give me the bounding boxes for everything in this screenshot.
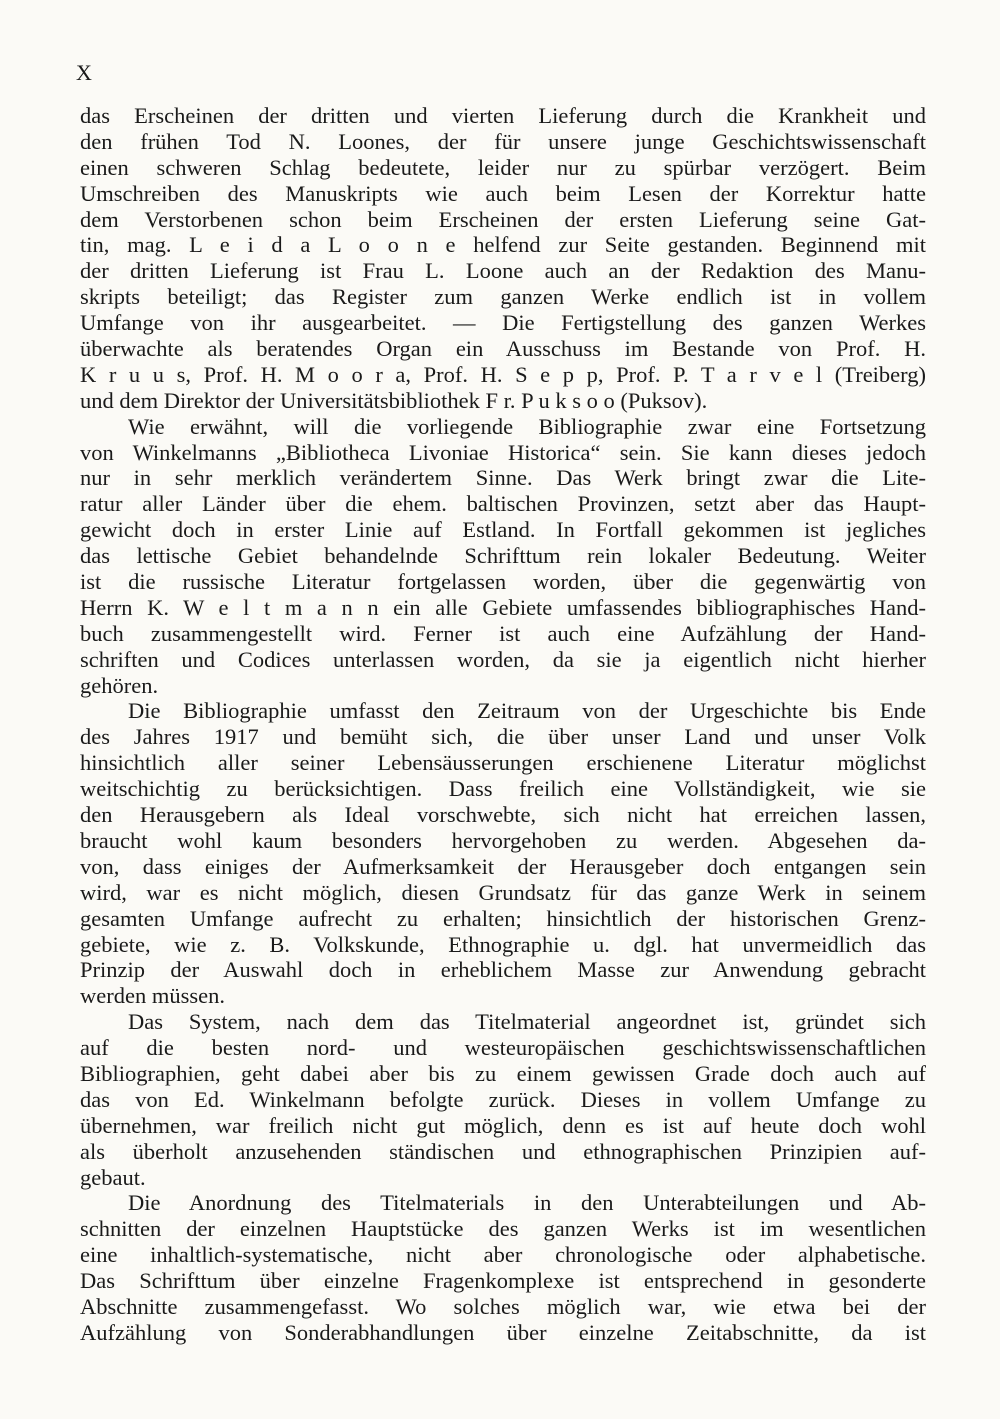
text-line: wird, war es nicht möglich, diesen Grundsatz für das ganze Werk in seinem bbox=[80, 879, 926, 905]
text-line: Umschreiben des Manuskripts wie auch beim Lesen der Korrektur hatte bbox=[80, 180, 926, 206]
text-line: übernehmen, war freilich nicht gut möglich, denn es ist auf heute doch wohl bbox=[80, 1112, 926, 1138]
text-line: hinsichtlich aller seiner Lebensäusserungen erschienene Literatur möglichst bbox=[80, 750, 926, 776]
text-line: werden müssen. bbox=[80, 983, 225, 1009]
text-line: nur in sehr merklich verändertem Sinne. Das Werk bringt zwar die Lite- bbox=[80, 465, 926, 491]
text-line: das lettische Gebiet behandelnde Schrifttum rein lokaler Bedeutung. Weiter bbox=[80, 543, 926, 569]
text-line: von, dass einiges der Aufmerksamkeit der Herausgeber doch entgangen sein bbox=[80, 853, 926, 879]
text-line: gehören. bbox=[80, 672, 159, 698]
text-line: Herrn K. W e l t m a n n ein alle Gebiete umfassendes bibliographisches Hand- bbox=[80, 594, 926, 620]
text-line: Bibliographien, geht dabei aber bis zu einem gewissen Grade doch auch auf bbox=[80, 1060, 926, 1086]
text-line: von Winkelmanns „Bibliotheca Livoniae Historica“ sein. Sie kann dieses jedoch bbox=[80, 439, 926, 465]
text-line: Das System, nach dem das Titelmaterial angeordnet ist, gründet sich bbox=[128, 1009, 926, 1035]
text-line: schriften und Codices unterlassen worden, da sie ja eigentlich nicht hierher bbox=[80, 646, 926, 672]
text-line: ist die russische Literatur fortgelassen worden, über die gegenwärtig von bbox=[80, 569, 926, 595]
text-line: weitschichtig zu berücksichtigen. Dass freilich eine Vollständigkeit, wie sie bbox=[80, 776, 926, 802]
text-line: den frühen Tod N. Loones, der für unsere junge Geschichtswissenschaft bbox=[80, 128, 926, 154]
text-line: Aufzählung von Sonderabhandlungen über einzelne Zeitabschnitte, da ist bbox=[80, 1319, 926, 1345]
text-line: Wie erwähnt, will die vorliegende Bibliographie zwar eine Fortsetzung bbox=[128, 413, 926, 439]
text-line: Das Schrifttum über einzelne Fragenkomplexe ist entsprechend in gesonderte bbox=[80, 1268, 926, 1294]
text-line: und dem Direktor der Universitätsbibliothek F r. P u k s o o (Puksov). bbox=[80, 387, 708, 413]
text-line: das Erscheinen der dritten und vierten Lieferung durch die Krankheit und bbox=[80, 103, 926, 128]
page-number: X bbox=[76, 60, 93, 85]
text-line: auf die besten nord- und westeuropäischen geschichtswissenschaftlichen bbox=[80, 1035, 926, 1061]
text-line: als überholt anzusehenden ständischen und ethnographischen Prinzipien auf- bbox=[80, 1138, 926, 1164]
text-line: braucht wohl kaum besonders hervorgehoben zu werden. Abgesehen da- bbox=[80, 827, 926, 853]
text-line: das von Ed. Winkelmann befolgte zurück. Dieses in vollem Umfange zu bbox=[80, 1086, 926, 1112]
text-line: Die Bibliographie umfasst den Zeitraum von der Urgeschichte bis Ende bbox=[128, 698, 926, 724]
text-line: tin, mag. L e i d a L o o n e helfend zur Seite gestanden. Beginnend mit bbox=[80, 232, 926, 258]
text-line: dem Verstorbenen schon beim Erscheinen der ersten Lieferung seine Gat- bbox=[80, 206, 926, 232]
text-line: gewicht doch in erster Linie auf Estland. In Fortfall gekommen ist jegliches bbox=[80, 517, 926, 543]
text-line: skripts beteiligt; das Register zum ganzen Werke endlich ist in vollem bbox=[80, 284, 926, 310]
text-line: einen schweren Schlag bedeutete, leider nur zu spürbar verzögert. Beim bbox=[80, 154, 926, 180]
text-line: ratur aller Länder über die ehem. baltischen Provinzen, setzt aber das Haupt- bbox=[80, 491, 926, 517]
text-line: gebaut. bbox=[80, 1164, 146, 1190]
text-line: den Herausgebern als Ideal vorschwebte, sich nicht hat erreichen lassen, bbox=[80, 802, 926, 828]
text-line: gebiete, wie z. B. Volkskunde, Ethnographie u. dgl. hat unvermeidlich das bbox=[80, 931, 926, 957]
text-line: der dritten Lieferung ist Frau L. Loone auch an der Redaktion des Manu- bbox=[80, 258, 926, 284]
text-line: Abschnitte zusammengefasst. Wo solches möglich war, wie etwa bei der bbox=[80, 1293, 926, 1319]
text-line: Die Anordnung des Titelmaterials in den Unterabteilungen und Ab- bbox=[128, 1190, 926, 1216]
text-line: buch zusammengestellt wird. Ferner ist auch eine Aufzählung der Hand- bbox=[80, 620, 926, 646]
text-line: Umfange von ihr ausgearbeitet. — Die Fertigstellung des ganzen Werkes bbox=[80, 310, 926, 336]
text-line: gesamten Umfange aufrecht zu erhalten; hinsichtlich der historischen Grenz- bbox=[80, 905, 926, 931]
text-line: überwachte als beratendes Organ ein Ausschuss im Bestande von Prof. H. bbox=[80, 336, 926, 362]
text-line: eine inhaltlich-systematische, nicht aber chronologische oder alphabetische. bbox=[80, 1242, 926, 1268]
text-line: schnitten der einzelnen Hauptstücke des ganzen Werks ist im wesentlichen bbox=[80, 1216, 926, 1242]
text-line: Prinzip der Auswahl doch in erheblichem Masse zur Anwendung gebracht bbox=[80, 957, 926, 983]
body-text bbox=[80, 103, 926, 1346]
text-line: K r u u s, Prof. H. M o o r a, Prof. H. S e p p, Prof. P. T a r v e l (Treiberg) bbox=[80, 361, 926, 387]
text-line: des Jahres 1917 und bemüht sich, die über unser Land und unser Volk bbox=[80, 724, 926, 750]
